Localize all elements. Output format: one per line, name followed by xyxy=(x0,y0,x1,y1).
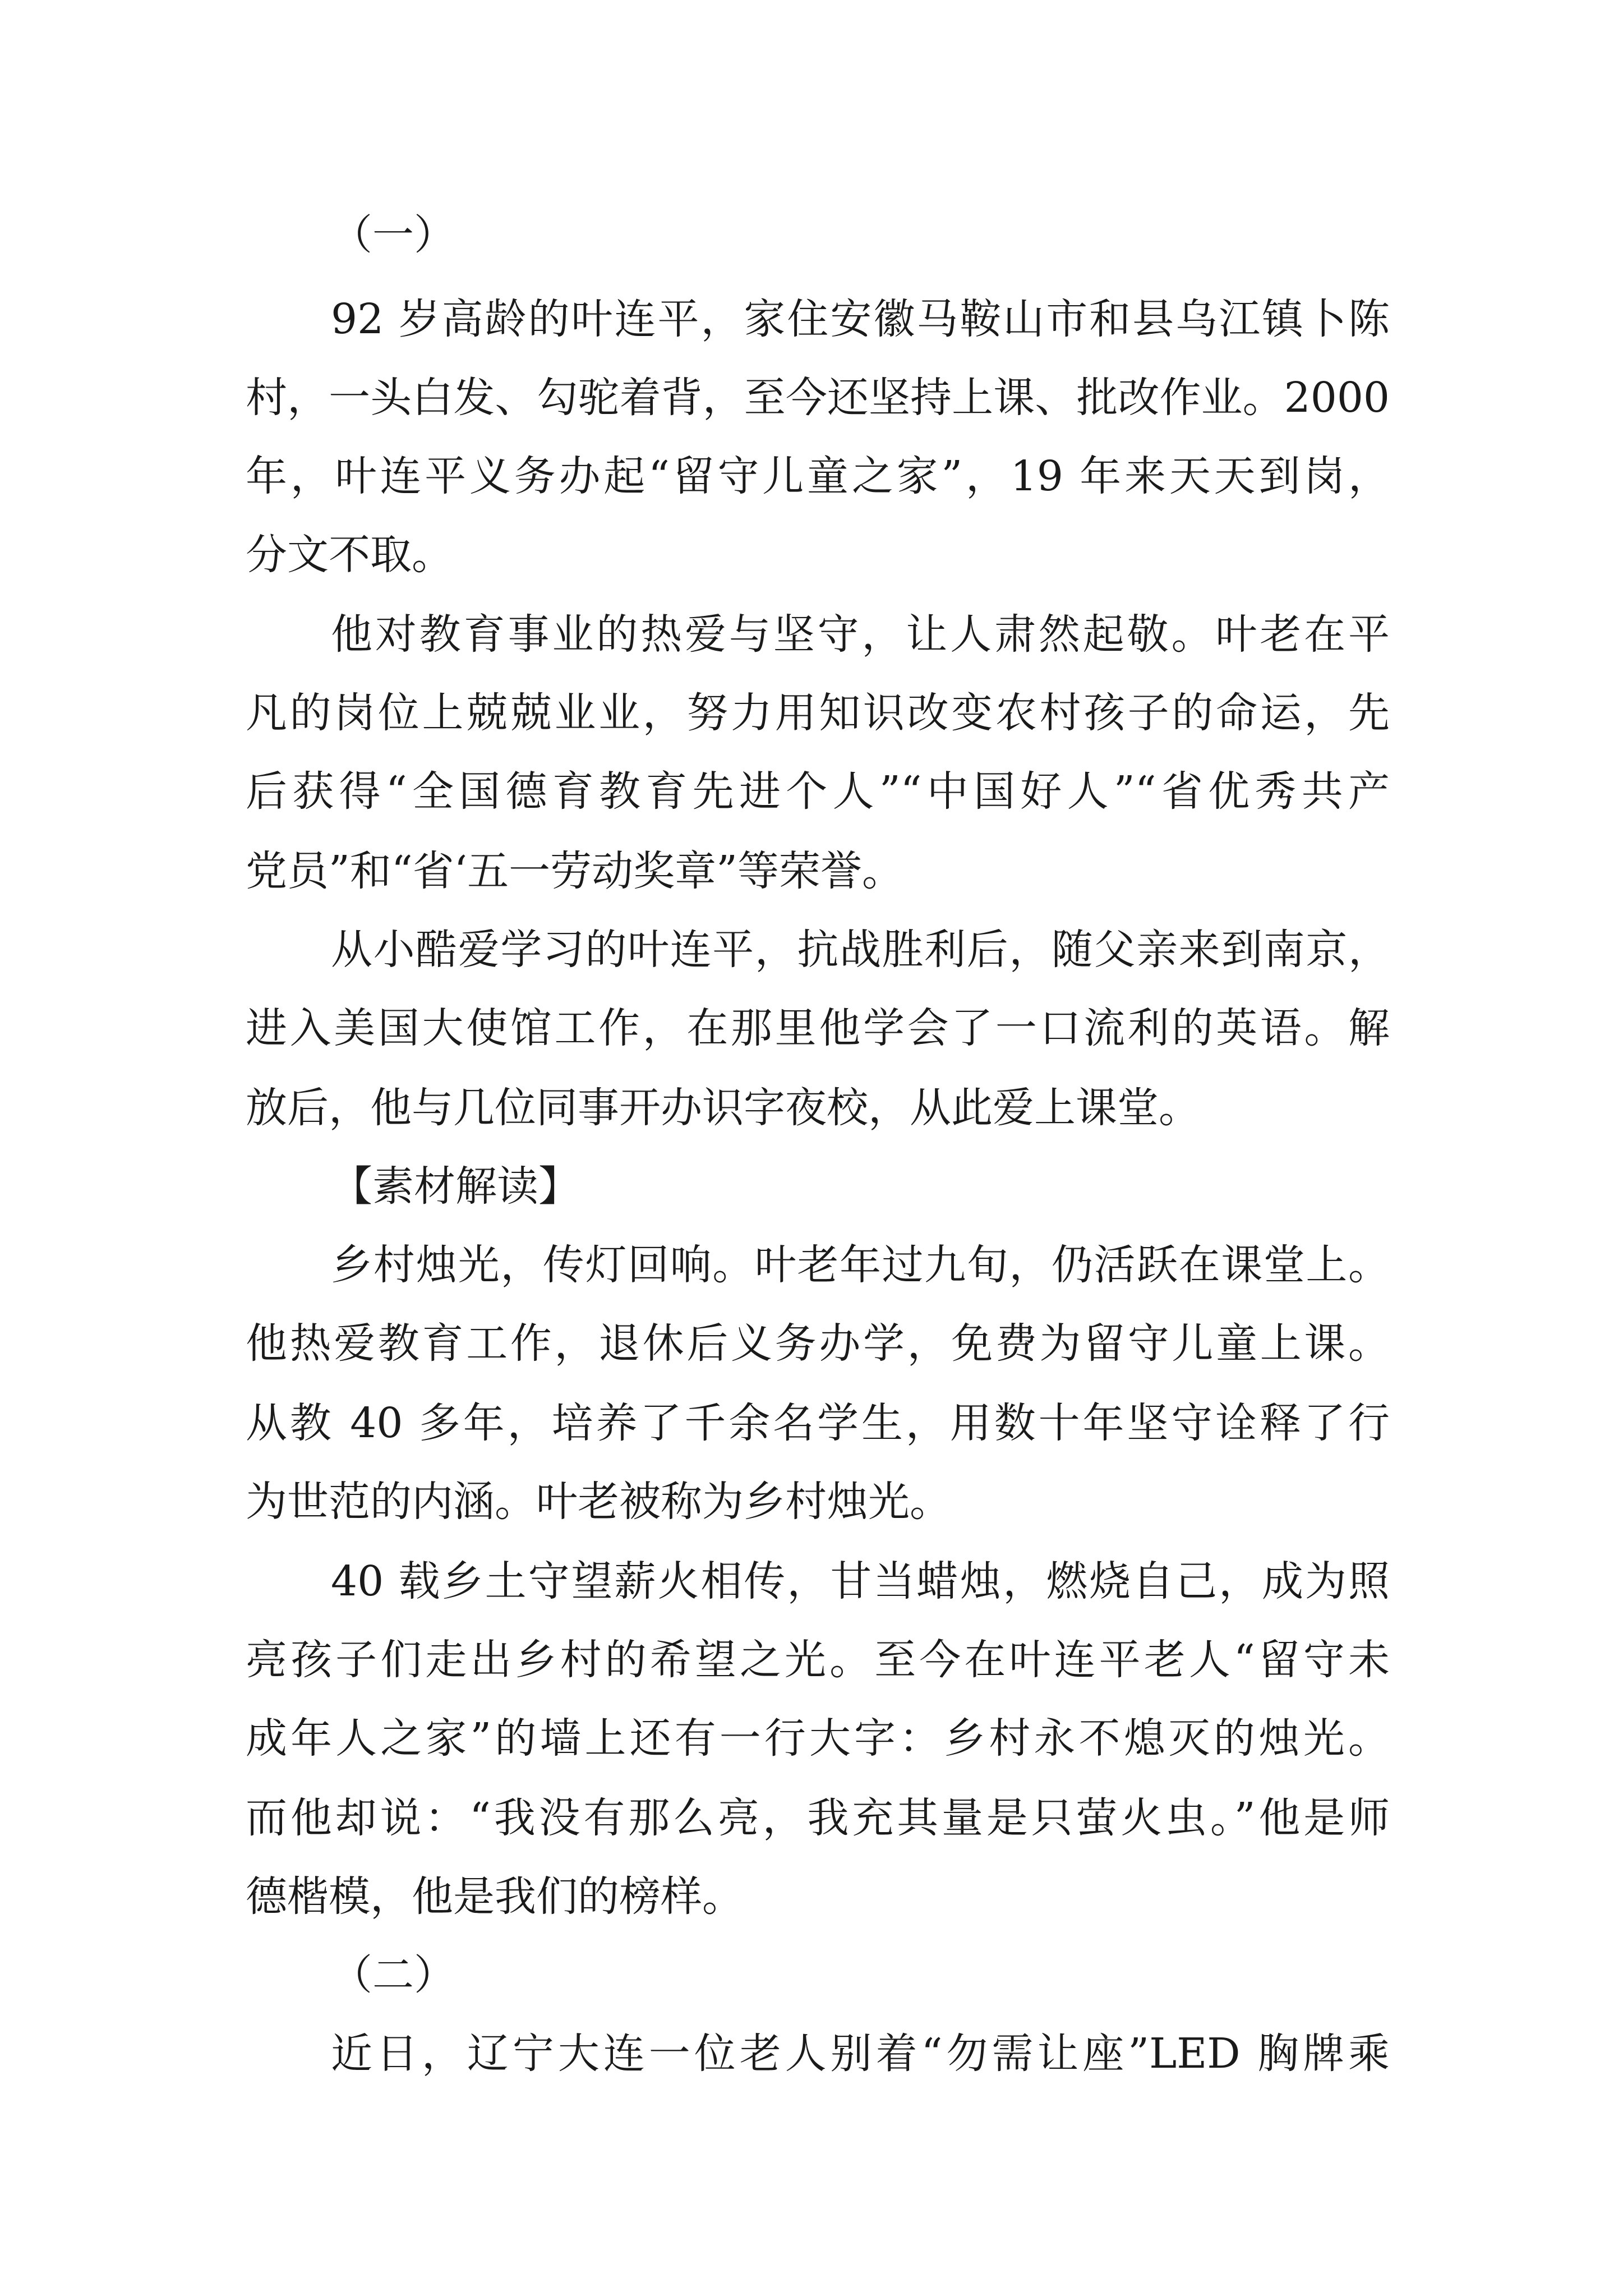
paragraph-line: 成年人之家”的墙上还有一行大字：乡村永不熄灭的烛光。 xyxy=(246,1714,1390,1763)
paragraph-line: 92 岁高龄的叶连平，家住安徽马鞍山市和县乌江镇卜陈 xyxy=(331,295,1390,343)
paragraph-line: 后获得“全国德育教育先进个人”“中国好人”“省优秀共产 xyxy=(246,767,1390,816)
paragraph-line: 他热爱教育工作，退休后义务办学，免费为留守儿童上课。 xyxy=(246,1319,1390,1368)
paragraph-line: 年，叶连平义务办起“留守儿童之家”，19 年来天天到岗， xyxy=(246,452,1390,500)
paragraph-line: 凡的岗位上兢兢业业，努力用知识改变农村孩子的命运，先 xyxy=(246,689,1390,737)
paragraph-line: 40 载乡土守望薪火相传，甘当蜡烛，燃烧自己，成为照 xyxy=(331,1557,1390,1605)
paragraph-line: 村，一头白发、勾驼着背，至今还坚持上课、批改作业。2000 xyxy=(246,374,1390,422)
paragraph-line: 放后，他与几位同事开办识字夜校，从此爱上课堂。 xyxy=(246,1084,1200,1132)
paragraph-line: 分文不取。 xyxy=(246,531,453,579)
section-heading-1: （一） xyxy=(331,211,455,259)
paragraph-line: 党员”和“省‘五一劳动奖章”等荣誉。 xyxy=(246,847,904,895)
paragraph-line: 从小酷爱学习的叶连平，抗战胜利后，随父亲来到南京， xyxy=(331,926,1390,974)
paragraph-line: 为世范的内涵。叶老被称为乡村烛光。 xyxy=(246,1478,951,1526)
paragraph-line: 进入美国大使馆工作，在那里他学会了一口流利的英语。解 xyxy=(246,1004,1390,1052)
paragraph-line: 从教 40 多年，培养了千余名学生，用数十年坚守诠释了行 xyxy=(246,1399,1390,1447)
paragraph-line: 乡村烛光，传灯回响。叶老年过九旬，仍活跃在课堂上。 xyxy=(331,1241,1390,1289)
section-heading-2: （二） xyxy=(331,1951,455,1999)
paragraph-line: 他对教育事业的热爱与坚守，让人肃然起敬。叶老在平 xyxy=(331,610,1390,659)
section-label: 【素材解读】 xyxy=(331,1162,580,1211)
paragraph-line: 而他却说：“我没有那么亮，我充其量是只萤火虫。”他是师 xyxy=(246,1794,1390,1842)
paragraph-line: 德楷模，他是我们的榜样。 xyxy=(246,1872,744,1921)
paragraph-line: 亮孩子们走出乡村的希望之光。至今在叶连平老人“留守未 xyxy=(246,1636,1390,1684)
paragraph-line: 近日，辽宁大连一位老人别着“勿需让座”LED 胸牌乘 xyxy=(331,2030,1390,2078)
